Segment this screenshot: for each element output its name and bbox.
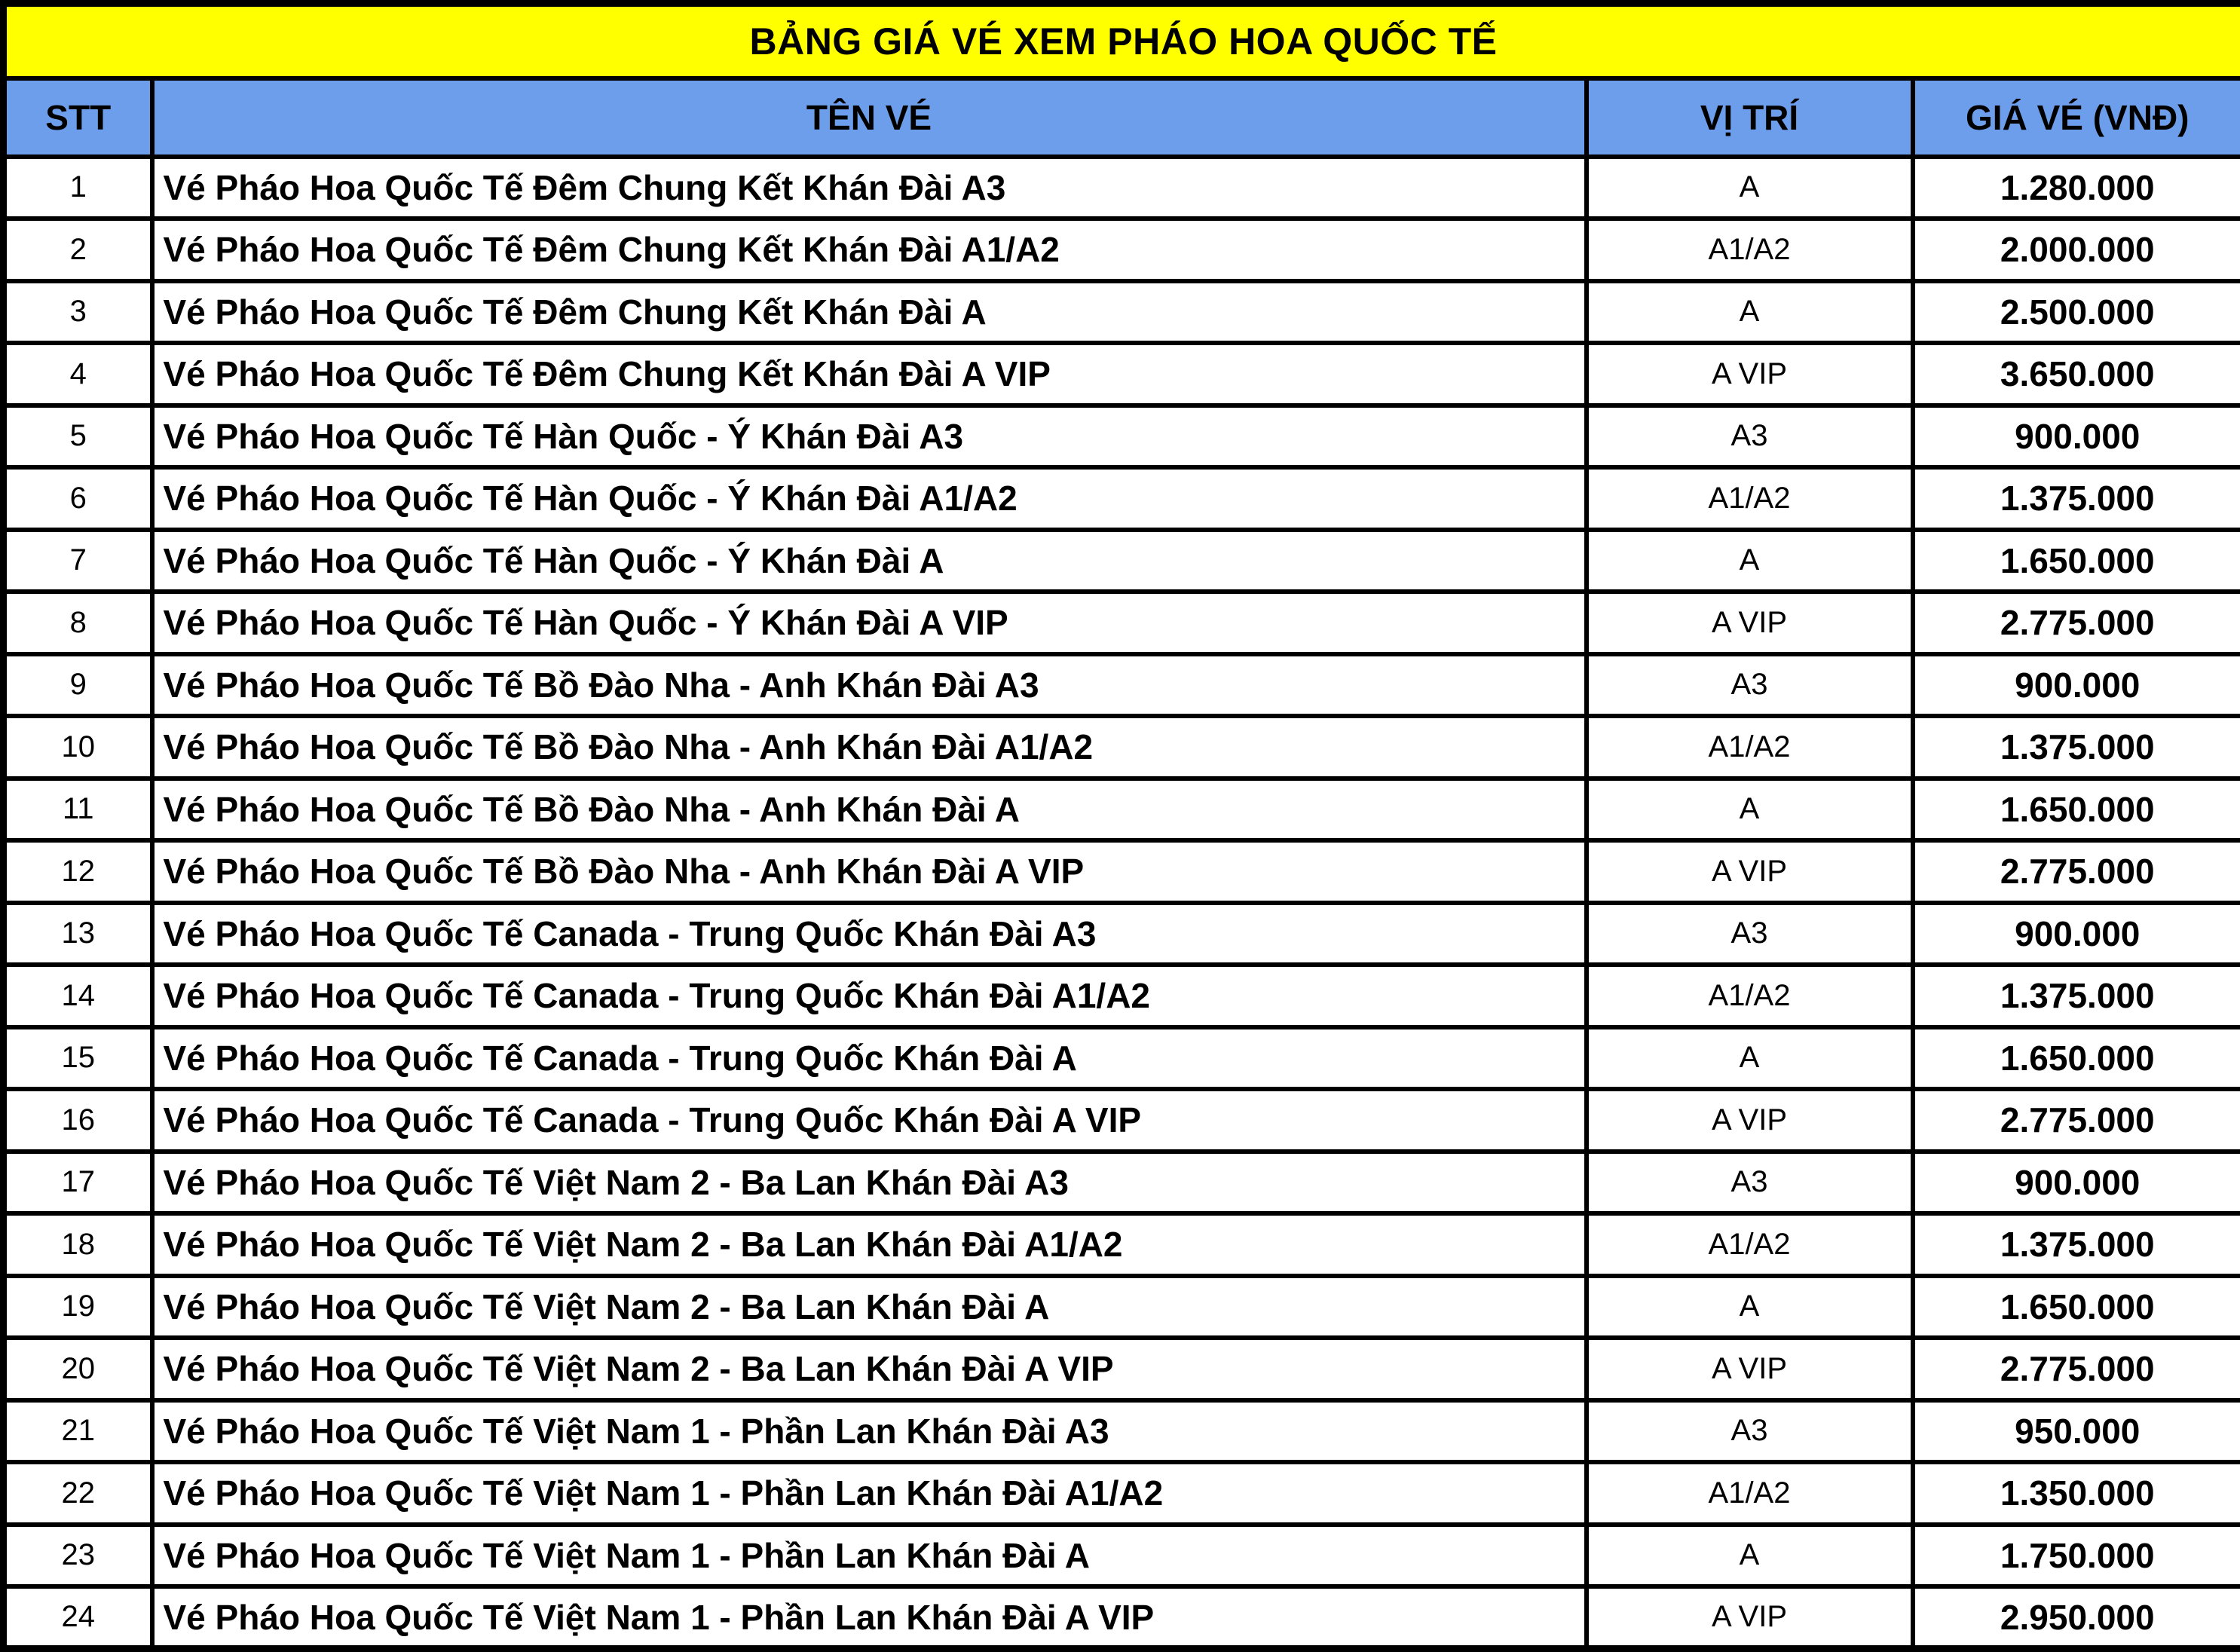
position-cell: A3 — [1587, 1400, 1913, 1463]
position-cell: A — [1587, 281, 1913, 344]
position-cell: A — [1587, 779, 1913, 841]
table-row — [4, 405, 2240, 468]
stt-cell: 10 — [4, 716, 152, 779]
position-cell: A VIP — [1587, 1338, 1913, 1400]
table-row — [4, 965, 2240, 1027]
ticket-name-cell: Vé Pháo Hoa Quốc Tế Việt Nam 2 - Ba Lan Khán Đài A1/A2 — [152, 1213, 1587, 1276]
price-cell: 2.775.000 — [1913, 1338, 2240, 1400]
ticket-name-cell: Vé Pháo Hoa Quốc Tế Hàn Quốc - Ý Khán Đài A1/A2 — [152, 467, 1587, 530]
table-row — [4, 343, 2240, 405]
stt-cell: 19 — [4, 1276, 152, 1338]
price-cell: 1.350.000 — [1913, 1462, 2240, 1525]
table-row — [4, 219, 2240, 281]
ticket-name-cell: Vé Pháo Hoa Quốc Tế Việt Nam 1 - Phần Lan Khán Đài A3 — [152, 1400, 1587, 1463]
position-cell: A1/A2 — [1587, 467, 1913, 530]
price-cell: 1.650.000 — [1913, 1027, 2240, 1090]
position-cell: A — [1587, 1525, 1913, 1587]
column-header-name: TÊN VÉ — [152, 78, 1587, 157]
ticket-name-cell: Vé Pháo Hoa Quốc Tế Bồ Đào Nha - Anh Khán Đài A3 — [152, 654, 1587, 717]
table-row — [4, 530, 2240, 592]
stt-cell: 5 — [4, 405, 152, 468]
price-cell: 900.000 — [1913, 654, 2240, 717]
price-cell: 2.775.000 — [1913, 592, 2240, 654]
price-cell: 2.500.000 — [1913, 281, 2240, 344]
stt-cell: 13 — [4, 903, 152, 965]
table-row — [4, 1525, 2240, 1587]
table-row — [4, 1089, 2240, 1152]
table-row — [4, 1400, 2240, 1463]
position-cell: A VIP — [1587, 343, 1913, 405]
table-row — [4, 281, 2240, 344]
ticket-name-cell: Vé Pháo Hoa Quốc Tế Việt Nam 1 - Phần Lan Khán Đài A — [152, 1525, 1587, 1587]
table-row — [4, 1462, 2240, 1525]
column-header-position: VỊ TRÍ — [1587, 78, 1913, 157]
ticket-name-cell: Vé Pháo Hoa Quốc Tế Canada - Trung Quốc Khán Đài A1/A2 — [152, 965, 1587, 1027]
position-cell: A1/A2 — [1587, 716, 1913, 779]
position-cell: A VIP — [1587, 1089, 1913, 1152]
table-row — [4, 654, 2240, 717]
table-row — [4, 1276, 2240, 1338]
stt-cell: 1 — [4, 157, 152, 219]
page-title: BẢNG GIÁ VÉ XEM PHÁO HOA QUỐC TẾ — [4, 4, 2240, 78]
stt-cell: 2 — [4, 219, 152, 281]
table-row — [4, 779, 2240, 841]
table-row — [4, 1152, 2240, 1214]
stt-cell: 11 — [4, 779, 152, 841]
stt-cell: 15 — [4, 1027, 152, 1090]
ticket-name-cell: Vé Pháo Hoa Quốc Tế Bồ Đào Nha - Anh Khán Đài A1/A2 — [152, 716, 1587, 779]
position-cell: A1/A2 — [1587, 965, 1913, 1027]
price-cell: 1.280.000 — [1913, 157, 2240, 219]
position-cell: A VIP — [1587, 1586, 1913, 1649]
price-cell: 3.650.000 — [1913, 343, 2240, 405]
table-row — [4, 1027, 2240, 1090]
stt-cell: 4 — [4, 343, 152, 405]
ticket-name-cell: Vé Pháo Hoa Quốc Tế Việt Nam 2 - Ba Lan Khán Đài A3 — [152, 1152, 1587, 1214]
ticket-name-cell: Vé Pháo Hoa Quốc Tế Đêm Chung Kết Khán Đài A3 — [152, 157, 1587, 219]
stt-cell: 23 — [4, 1525, 152, 1587]
stt-cell: 8 — [4, 592, 152, 654]
price-cell: 1.375.000 — [1913, 467, 2240, 530]
position-cell: A3 — [1587, 654, 1913, 717]
position-cell: A3 — [1587, 903, 1913, 965]
ticket-name-cell: Vé Pháo Hoa Quốc Tế Hàn Quốc - Ý Khán Đài A3 — [152, 405, 1587, 468]
stt-cell: 16 — [4, 1089, 152, 1152]
position-cell: A — [1587, 1276, 1913, 1338]
table-row — [4, 903, 2240, 965]
position-cell: A — [1587, 1027, 1913, 1090]
ticket-name-cell: Vé Pháo Hoa Quốc Tế Canada - Trung Quốc Khán Đài A VIP — [152, 1089, 1587, 1152]
table-row — [4, 840, 2240, 903]
stt-cell: 12 — [4, 840, 152, 903]
price-cell: 900.000 — [1913, 903, 2240, 965]
position-cell: A — [1587, 530, 1913, 592]
price-cell: 2.950.000 — [1913, 1586, 2240, 1649]
ticket-name-cell: Vé Pháo Hoa Quốc Tế Bồ Đào Nha - Anh Khán Đài A VIP — [152, 840, 1587, 903]
stt-cell: 18 — [4, 1213, 152, 1276]
price-cell: 1.650.000 — [1913, 779, 2240, 841]
table-row — [4, 1213, 2240, 1276]
price-cell: 2.775.000 — [1913, 840, 2240, 903]
position-cell: A VIP — [1587, 592, 1913, 654]
table-row — [4, 1586, 2240, 1649]
ticket-name-cell: Vé Pháo Hoa Quốc Tế Việt Nam 2 - Ba Lan Khán Đài A — [152, 1276, 1587, 1338]
ticket-name-cell: Vé Pháo Hoa Quốc Tế Việt Nam 2 - Ba Lan Khán Đài A VIP — [152, 1338, 1587, 1400]
ticket-name-cell: Vé Pháo Hoa Quốc Tế Việt Nam 1 - Phần Lan Khán Đài A VIP — [152, 1586, 1587, 1649]
price-cell: 1.375.000 — [1913, 1213, 2240, 1276]
stt-cell: 17 — [4, 1152, 152, 1214]
stt-cell: 20 — [4, 1338, 152, 1400]
position-cell: A3 — [1587, 1152, 1913, 1214]
ticket-name-cell: Vé Pháo Hoa Quốc Tế Canada - Trung Quốc Khán Đài A3 — [152, 903, 1587, 965]
price-cell: 1.375.000 — [1913, 965, 2240, 1027]
ticket-name-cell: Vé Pháo Hoa Quốc Tế Việt Nam 1 - Phần Lan Khán Đài A1/A2 — [152, 1462, 1587, 1525]
price-cell: 1.375.000 — [1913, 716, 2240, 779]
price-cell: 1.650.000 — [1913, 1276, 2240, 1338]
stt-cell: 6 — [4, 467, 152, 530]
ticket-name-cell: Vé Pháo Hoa Quốc Tế Hàn Quốc - Ý Khán Đài A VIP — [152, 592, 1587, 654]
stt-cell: 14 — [4, 965, 152, 1027]
ticket-name-cell: Vé Pháo Hoa Quốc Tế Đêm Chung Kết Khán Đài A1/A2 — [152, 219, 1587, 281]
header-row — [4, 78, 2240, 157]
position-cell: A — [1587, 157, 1913, 219]
stt-cell: 3 — [4, 281, 152, 344]
table-row — [4, 157, 2240, 219]
position-cell: A1/A2 — [1587, 1462, 1913, 1525]
ticket-name-cell: Vé Pháo Hoa Quốc Tế Canada - Trung Quốc Khán Đài A — [152, 1027, 1587, 1090]
ticket-name-cell: Vé Pháo Hoa Quốc Tế Đêm Chung Kết Khán Đài A VIP — [152, 343, 1587, 405]
table-row — [4, 467, 2240, 530]
ticket-name-cell: Vé Pháo Hoa Quốc Tế Đêm Chung Kết Khán Đài A — [152, 281, 1587, 344]
price-cell: 1.750.000 — [1913, 1525, 2240, 1587]
title-row — [4, 4, 2240, 78]
column-header-price: GIÁ VÉ (VNĐ) — [1913, 78, 2240, 157]
position-cell: A VIP — [1587, 840, 1913, 903]
stt-cell: 22 — [4, 1462, 152, 1525]
position-cell: A1/A2 — [1587, 219, 1913, 281]
price-cell: 900.000 — [1913, 405, 2240, 468]
table-row — [4, 1338, 2240, 1400]
price-cell: 950.000 — [1913, 1400, 2240, 1463]
price-cell: 900.000 — [1913, 1152, 2240, 1214]
ticket-name-cell: Vé Pháo Hoa Quốc Tế Bồ Đào Nha - Anh Khán Đài A — [152, 779, 1587, 841]
stt-cell: 21 — [4, 1400, 152, 1463]
position-cell: A3 — [1587, 405, 1913, 468]
price-cell: 2.775.000 — [1913, 1089, 2240, 1152]
table-row — [4, 592, 2240, 654]
ticket-name-cell: Vé Pháo Hoa Quốc Tế Hàn Quốc - Ý Khán Đài A — [152, 530, 1587, 592]
stt-cell: 24 — [4, 1586, 152, 1649]
price-cell: 2.000.000 — [1913, 219, 2240, 281]
stt-cell: 9 — [4, 654, 152, 717]
price-cell: 1.650.000 — [1913, 530, 2240, 592]
table-row — [4, 716, 2240, 779]
position-cell: A1/A2 — [1587, 1213, 1913, 1276]
stt-cell: 7 — [4, 530, 152, 592]
column-header-stt: STT — [4, 78, 152, 157]
